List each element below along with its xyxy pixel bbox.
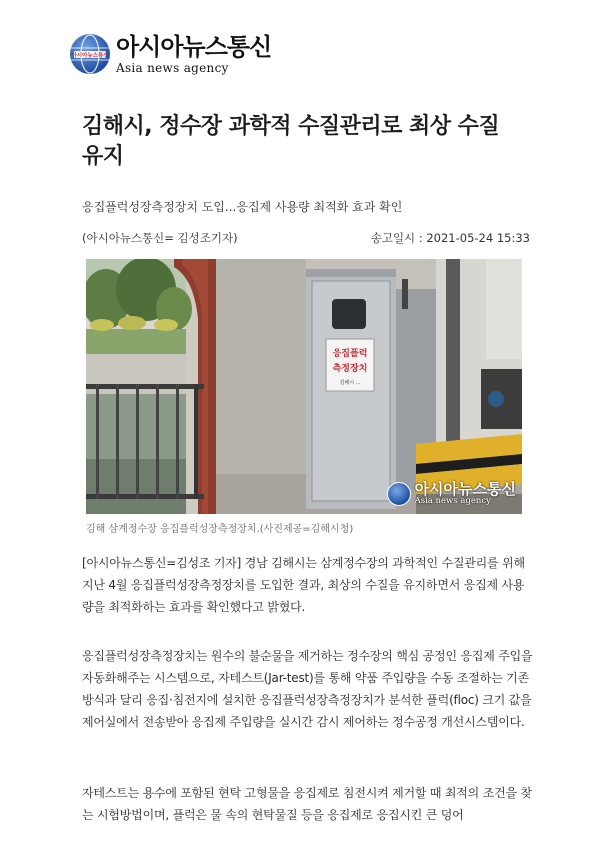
photo-illustration: [86, 259, 522, 514]
watermark-english: Asia news agency: [414, 496, 491, 507]
sign-text-line1: 응집플럭: [332, 349, 368, 359]
article-paragraph-3: 자테스트는 용수에 포함된 현탁 고형물을 응집제로 침전시켜 제거할 때 최적의 조건을 찾는 시험방법이며, 플럭은 물 속의 현탁물질 등을 응집제로 응집시킨 큰 덩어: [82, 786, 532, 822]
sign-text-line2: 측정장치: [332, 364, 368, 374]
sign-text-small: 김해시 ...: [339, 380, 361, 386]
article-subtitle: 응집플럭성장측정장치 도입...응집제 사용량 최적화 효과 확인: [82, 200, 403, 214]
article-byline: (아시아뉴스통신= 김성조기자): [82, 231, 238, 245]
article-paragraph-2: 응집플럭성장측정장치는 원수의 불순물을 제거하는 정수장의 핵심 공정인 응집제 주입을 자동화해주는 시스템으로, 자테스트(Jar-test)를 통해 약품 주입량을 수동 조절하는 기존 방식과 달리 응집·침전지에 설치한 응집플럭성장측정장치가 분석한 플럭(floc) 크기 값을 제어실에서 전송받아 응집제 주입량을 실시간 감시 제어하는 정수공정 개선시스템이다.: [82, 649, 533, 729]
article-photo: [86, 259, 522, 514]
photo-caption: 김해 삼계정수장 응집플럭성장측정장치.(사진제공=김해시청): [86, 524, 354, 535]
masthead-logo[interactable]: [70, 34, 271, 74]
logo-wordmark-korean: 아시아뉴스통신: [116, 32, 272, 61]
globe-logo-icon: [70, 34, 110, 74]
article-title: 김해시, 정수장 과학적 수질관리로 최상 수질 유지: [82, 114, 500, 169]
photo-watermark: [387, 482, 516, 506]
watermark-globe-icon: [387, 482, 411, 506]
logo-wordmark-english: Asia news agency: [116, 60, 229, 75]
article-paragraph-1: [아시아뉴스통신=김성조 기자] 경남 김해시는 삼계정수장의 과학적인 수질관리를 위해 지난 4월 응집플럭성장측정장치를 도입한 결과, 최상의 수질을 유지하면서 응집제 사용량을 최적화하는 효과를 확인했다고 밝혔다.: [82, 556, 525, 614]
svg-text:아시아뉴스통신: 아시아뉴스통신: [71, 53, 109, 59]
article-datetime: 송고일시 : 2021-05-24 15:33: [370, 231, 530, 245]
watermark-korean: 아시아뉴스통신: [414, 480, 516, 499]
